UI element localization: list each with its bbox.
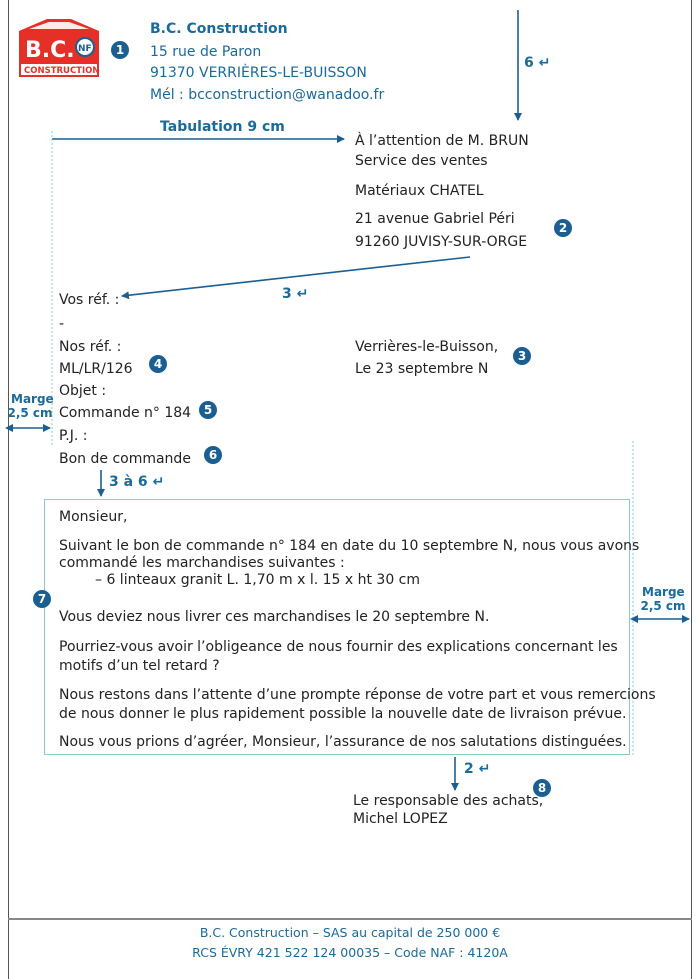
badge-6: 6 xyxy=(204,446,222,464)
body-p4-line1: Nous restons dans l’attente d’une prompte réponse de votre part et vous remercions xyxy=(59,687,656,703)
recipient-attention: À l’attention de M. BRUN xyxy=(355,133,529,149)
margin-left-label: Marge xyxy=(11,392,54,406)
signature-name: Michel LOPEZ xyxy=(353,811,448,827)
badge-2: 2 xyxy=(554,219,572,237)
badge-7: 7 xyxy=(33,590,51,608)
body-p1-line2: commandé les marchandises suivantes : xyxy=(59,555,345,571)
company-name: B.C. Construction xyxy=(150,21,288,37)
date: Le 23 septembre N xyxy=(355,361,489,377)
subject-value: Commande n° 184 xyxy=(59,405,192,421)
recipient-service: Service des ventes xyxy=(355,153,488,169)
your-ref-label: Vos réf. : xyxy=(59,292,120,308)
badge-8: 8 xyxy=(533,779,551,797)
body-p2: Vous deviez nous livrer ces marchandises le 20 septembre N. xyxy=(59,609,490,625)
company-email: Mél : bcconstruction@wanadoo.fr xyxy=(150,87,385,103)
company-street: 15 rue de Paron xyxy=(150,44,262,60)
body-p3-line1: Pourriez-vous avoir l’obligeance de nous fournir des explications concernant les xyxy=(59,639,618,655)
badge-1: 1 xyxy=(111,41,129,59)
margin-right-label: Marge xyxy=(642,585,685,599)
attachment-label: P.J. : xyxy=(59,428,88,444)
subject-label: Objet : xyxy=(59,383,107,399)
your-ref-value: - xyxy=(59,316,65,332)
body-item: – 6 linteaux granit L. 1,70 m x l. 15 x ht 30 cm xyxy=(95,572,421,588)
annotation-2-lines: 2 ↵ xyxy=(464,761,491,777)
annotation-3-to-6-lines: 3 à 6 ↵ xyxy=(109,474,165,490)
attachment-value: Bon de commande xyxy=(59,451,191,467)
badge-3: 3 xyxy=(513,347,531,365)
footer-divider xyxy=(8,918,692,920)
body-p1-line1: Suivant le bon de commande n° 184 en date du 10 septembre N, nous vous avons xyxy=(59,538,640,554)
annotation-3-lines: 3 ↵ xyxy=(282,286,309,302)
company-city: 91370 VERRIÈRES-LE-BUISSON xyxy=(150,65,367,81)
footer-line-2: RCS ÉVRY 421 522 124 00035 – Code NAF : 4120A xyxy=(192,945,508,960)
signature-title: Le responsable des achats, xyxy=(353,793,544,809)
margin-right-value: 2,5 cm xyxy=(640,599,686,613)
our-ref-value: ML/LR/126 xyxy=(59,361,133,377)
badge-5: 5 xyxy=(199,401,217,419)
logo-subtext: CONSTRUCTION xyxy=(24,66,99,76)
badge-4: 4 xyxy=(149,355,167,373)
logo-text: B.C. xyxy=(25,38,75,63)
logo-badge-text: NF xyxy=(78,44,92,54)
recipient-street: 21 avenue Gabriel Péri xyxy=(355,211,515,227)
place: Verrières-le-Buisson, xyxy=(355,339,499,355)
recipient-company: Matériaux CHATEL xyxy=(355,183,484,199)
our-ref-label: Nos réf. : xyxy=(59,339,122,355)
footer-line-1: B.C. Construction – SAS au capital de 250 000 € xyxy=(199,925,501,940)
annotation-6-lines: 6 ↵ xyxy=(524,55,551,71)
annotation-tabulation: Tabulation 9 cm xyxy=(160,119,285,135)
margin-left-value: 2,5 cm xyxy=(7,406,53,420)
salutation: Monsieur, xyxy=(59,509,128,525)
recipient-city: 91260 JUVISY-SUR-ORGE xyxy=(355,234,528,250)
body-p4-line2: de nous donner le plus rapidement possible la nouvelle date de livraison prévue. xyxy=(59,706,627,722)
body-closing: Nous vous prions d’agréer, Monsieur, l’assurance de nos salutations distinguées. xyxy=(59,734,627,750)
body-p3-line2: motifs d’un tel retard ? xyxy=(59,658,220,674)
